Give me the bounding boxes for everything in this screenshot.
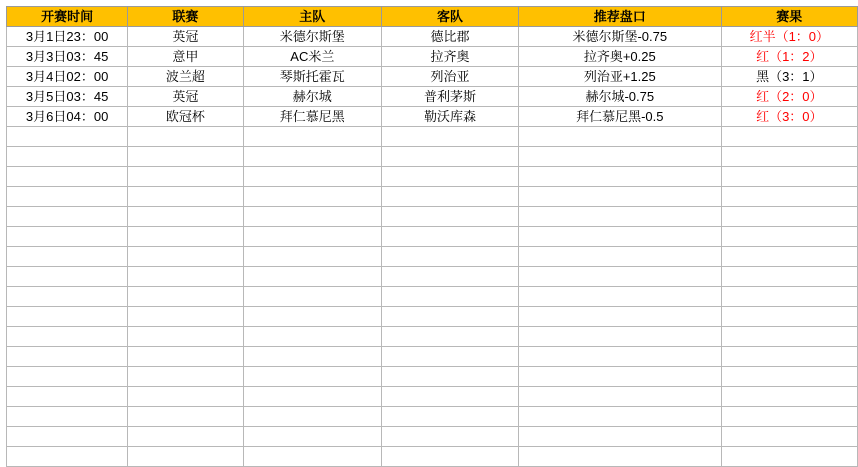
cell-league[interactable]: 英冠 xyxy=(128,87,243,107)
empty-table-row xyxy=(7,127,858,147)
cell-time[interactable]: 3月4日02：00 xyxy=(7,67,128,87)
empty-cell[interactable] xyxy=(243,407,381,427)
empty-cell[interactable] xyxy=(518,327,721,347)
empty-cell[interactable] xyxy=(518,307,721,327)
empty-cell[interactable] xyxy=(7,267,128,287)
table-body xyxy=(7,27,858,467)
cell-pick[interactable]: 拉齐奥+0.25 xyxy=(518,47,721,67)
empty-cell[interactable] xyxy=(721,187,857,207)
empty-cell[interactable] xyxy=(243,367,381,387)
empty-table-row xyxy=(7,387,858,407)
empty-cell[interactable] xyxy=(382,347,519,367)
empty-cell[interactable] xyxy=(7,127,128,147)
table-row xyxy=(7,47,858,67)
empty-cell[interactable] xyxy=(7,287,128,307)
column-header-home-team[interactable]: 主队 xyxy=(243,7,381,27)
empty-cell[interactable] xyxy=(382,267,519,287)
empty-cell[interactable] xyxy=(243,247,381,267)
empty-cell[interactable] xyxy=(721,147,857,167)
empty-table-row xyxy=(7,147,858,167)
empty-cell[interactable] xyxy=(243,267,381,287)
cell-away-team[interactable]: 普利茅斯 xyxy=(382,87,519,107)
cell-home-team[interactable]: 米德尔斯堡 xyxy=(243,27,381,47)
empty-cell[interactable] xyxy=(128,267,243,287)
empty-cell[interactable] xyxy=(721,267,857,287)
empty-cell[interactable] xyxy=(518,427,721,447)
empty-cell[interactable] xyxy=(382,427,519,447)
empty-cell[interactable] xyxy=(243,187,381,207)
cell-home-team[interactable]: 赫尔城 xyxy=(243,87,381,107)
empty-table-row xyxy=(7,347,858,367)
empty-cell[interactable] xyxy=(518,387,721,407)
cell-time[interactable]: 3月5日03：45 xyxy=(7,87,128,107)
empty-cell[interactable] xyxy=(518,447,721,467)
empty-cell[interactable] xyxy=(128,407,243,427)
empty-cell[interactable] xyxy=(243,207,381,227)
empty-cell[interactable] xyxy=(518,347,721,367)
empty-cell[interactable] xyxy=(7,367,128,387)
cell-time[interactable]: 3月6日04：00 xyxy=(7,107,128,127)
empty-cell[interactable] xyxy=(518,267,721,287)
empty-cell[interactable] xyxy=(382,227,519,247)
empty-cell[interactable] xyxy=(518,127,721,147)
empty-cell[interactable] xyxy=(128,327,243,347)
cell-home-team[interactable]: AC米兰 xyxy=(243,47,381,67)
cell-away-team[interactable]: 列治亚 xyxy=(382,67,519,87)
empty-cell[interactable] xyxy=(382,447,519,467)
empty-cell[interactable] xyxy=(128,367,243,387)
cell-league[interactable]: 英冠 xyxy=(128,27,243,47)
empty-cell[interactable] xyxy=(518,407,721,427)
empty-cell[interactable] xyxy=(518,187,721,207)
column-header-time[interactable]: 开赛时间 xyxy=(7,7,128,27)
empty-cell[interactable] xyxy=(721,287,857,307)
empty-cell[interactable] xyxy=(128,427,243,447)
empty-table-row xyxy=(7,327,858,347)
empty-cell[interactable] xyxy=(7,307,128,327)
empty-cell[interactable] xyxy=(382,287,519,307)
empty-cell[interactable] xyxy=(721,327,857,347)
cell-home-team[interactable]: 琴斯托霍瓦 xyxy=(243,67,381,87)
empty-cell[interactable] xyxy=(7,327,128,347)
cell-pick[interactable]: 列治亚+1.25 xyxy=(518,67,721,87)
empty-cell[interactable] xyxy=(243,167,381,187)
empty-cell[interactable] xyxy=(128,147,243,167)
empty-cell[interactable] xyxy=(382,207,519,227)
empty-table-row xyxy=(7,187,858,207)
empty-cell[interactable] xyxy=(721,227,857,247)
empty-cell[interactable] xyxy=(721,387,857,407)
empty-cell[interactable] xyxy=(128,207,243,227)
empty-cell[interactable] xyxy=(382,127,519,147)
empty-cell[interactable] xyxy=(128,387,243,407)
empty-cell[interactable] xyxy=(721,367,857,387)
empty-cell[interactable] xyxy=(382,247,519,267)
cell-away-team[interactable]: 勒沃库森 xyxy=(382,107,519,127)
table-row xyxy=(7,87,858,107)
empty-table-row xyxy=(7,447,858,467)
empty-cell[interactable] xyxy=(243,387,381,407)
empty-cell[interactable] xyxy=(243,147,381,167)
empty-cell[interactable] xyxy=(721,247,857,267)
table-row xyxy=(7,67,858,87)
cell-result[interactable]: 红半（1：0） xyxy=(721,27,857,47)
empty-cell[interactable] xyxy=(7,167,128,187)
empty-cell[interactable] xyxy=(382,187,519,207)
empty-cell[interactable] xyxy=(243,427,381,447)
empty-table-row xyxy=(7,427,858,447)
empty-cell[interactable] xyxy=(243,287,381,307)
cell-result[interactable]: 红（3：0） xyxy=(721,107,857,127)
empty-cell[interactable] xyxy=(518,167,721,187)
cell-home-team[interactable]: 拜仁慕尼黑 xyxy=(243,107,381,127)
empty-cell[interactable] xyxy=(243,327,381,347)
empty-cell[interactable] xyxy=(518,247,721,267)
empty-cell[interactable] xyxy=(7,147,128,167)
empty-cell[interactable] xyxy=(721,447,857,467)
empty-cell[interactable] xyxy=(128,127,243,147)
cell-time[interactable]: 3月3日03：45 xyxy=(7,47,128,67)
empty-cell[interactable] xyxy=(721,127,857,147)
table-header xyxy=(7,7,858,27)
empty-table-row xyxy=(7,287,858,307)
spreadsheet-area xyxy=(0,6,858,467)
cell-result[interactable]: 红（1：2） xyxy=(721,47,857,67)
empty-cell[interactable] xyxy=(7,247,128,267)
empty-cell[interactable] xyxy=(382,407,519,427)
empty-cell[interactable] xyxy=(721,407,857,427)
cell-result[interactable]: 红（2：0） xyxy=(721,87,857,107)
empty-cell[interactable] xyxy=(7,407,128,427)
empty-cell[interactable] xyxy=(243,447,381,467)
empty-cell[interactable] xyxy=(128,347,243,367)
column-header-pick[interactable]: 推荐盘口 xyxy=(518,7,721,27)
cell-time[interactable]: 3月1日23：00 xyxy=(7,27,128,47)
empty-cell[interactable] xyxy=(518,367,721,387)
empty-cell[interactable] xyxy=(7,447,128,467)
empty-table-row xyxy=(7,407,858,427)
empty-cell[interactable] xyxy=(721,427,857,447)
header-row xyxy=(7,7,858,27)
empty-cell[interactable] xyxy=(382,147,519,167)
cell-league[interactable]: 欧冠杯 xyxy=(128,107,243,127)
empty-cell[interactable] xyxy=(518,147,721,167)
empty-cell[interactable] xyxy=(7,427,128,447)
empty-cell[interactable] xyxy=(382,167,519,187)
empty-table-row xyxy=(7,247,858,267)
table-row xyxy=(7,107,858,127)
empty-table-row xyxy=(7,367,858,387)
empty-cell[interactable] xyxy=(721,347,857,367)
empty-cell[interactable] xyxy=(128,187,243,207)
empty-cell[interactable] xyxy=(128,247,243,267)
column-header-away-team[interactable]: 客队 xyxy=(382,7,519,27)
empty-cell[interactable] xyxy=(243,227,381,247)
cell-pick[interactable]: 米德尔斯堡-0.75 xyxy=(518,27,721,47)
empty-cell[interactable] xyxy=(7,347,128,367)
empty-cell[interactable] xyxy=(382,327,519,347)
cell-pick[interactable]: 拜仁慕尼黑-0.5 xyxy=(518,107,721,127)
empty-cell[interactable] xyxy=(721,207,857,227)
empty-cell[interactable] xyxy=(128,307,243,327)
empty-cell[interactable] xyxy=(128,227,243,247)
empty-cell[interactable] xyxy=(518,287,721,307)
table-row xyxy=(7,27,858,47)
empty-cell[interactable] xyxy=(518,227,721,247)
empty-cell[interactable] xyxy=(518,207,721,227)
empty-cell[interactable] xyxy=(243,347,381,367)
empty-table-row xyxy=(7,167,858,187)
empty-cell[interactable] xyxy=(243,307,381,327)
empty-cell[interactable] xyxy=(7,187,128,207)
empty-cell[interactable] xyxy=(7,207,128,227)
empty-cell[interactable] xyxy=(243,127,381,147)
empty-cell[interactable] xyxy=(382,367,519,387)
empty-cell[interactable] xyxy=(7,227,128,247)
column-header-result[interactable]: 赛果 xyxy=(721,7,857,27)
cell-league[interactable]: 意甲 xyxy=(128,47,243,67)
empty-cell[interactable] xyxy=(128,287,243,307)
empty-cell[interactable] xyxy=(382,307,519,327)
empty-cell[interactable] xyxy=(382,387,519,407)
match-results-table xyxy=(6,6,858,467)
empty-cell[interactable] xyxy=(7,387,128,407)
empty-cell[interactable] xyxy=(128,167,243,187)
empty-cell[interactable] xyxy=(721,307,857,327)
empty-table-row xyxy=(7,227,858,247)
empty-cell[interactable] xyxy=(128,447,243,467)
cell-away-team[interactable]: 拉齐奥 xyxy=(382,47,519,67)
empty-table-row xyxy=(7,267,858,287)
empty-table-row xyxy=(7,307,858,327)
empty-table-row xyxy=(7,207,858,227)
cell-pick[interactable]: 赫尔城-0.75 xyxy=(518,87,721,107)
cell-away-team[interactable]: 德比郡 xyxy=(382,27,519,47)
empty-cell[interactable] xyxy=(721,167,857,187)
column-header-league[interactable]: 联赛 xyxy=(128,7,243,27)
cell-result[interactable]: 黑（3：1） xyxy=(721,67,857,87)
cell-league[interactable]: 波兰超 xyxy=(128,67,243,87)
